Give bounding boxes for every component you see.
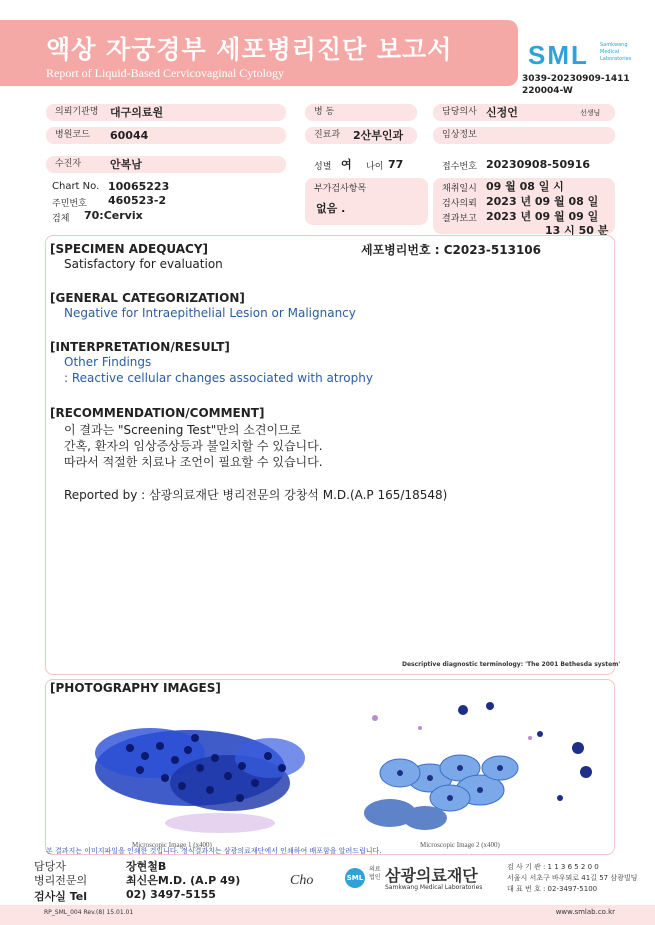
photo-heading: [PHOTOGRAPHY IMAGES] [50, 681, 221, 695]
institution-value: 대구의료원 [110, 106, 164, 119]
recipient-label: 수진자 [55, 159, 82, 169]
recommendation-text-2: 간혹, 환자의 임상증상등과 불일치할 수 있습니다. [64, 439, 323, 453]
adequacy-text: Satisfactory for evaluation [64, 257, 223, 271]
hospital-code-label: 병원코드 [55, 130, 90, 140]
exam-label: 검체 [52, 214, 70, 224]
hospital-code-value: 60044 [110, 129, 149, 142]
staff-value: 장현철B [126, 860, 167, 873]
recipient-row [46, 156, 286, 173]
report-title: 액상 자궁경부 세포병리진단 보고서 [46, 35, 453, 64]
exam-value: 70:Cervix [84, 209, 143, 222]
recommendation-text-3: 따라서 적절한 치료나 조언이 필요할 수 있습니다. [64, 455, 323, 469]
resident-label: 주민번호 [52, 199, 87, 209]
foundation-icon: SML [345, 868, 365, 888]
sml-logo [528, 40, 648, 70]
interpretation-text-1: Other Findings [64, 355, 152, 369]
contact-block [507, 862, 637, 895]
doctor-value: 신정언 [486, 106, 518, 119]
ward-label: 병 동 [305, 104, 417, 121]
chart-value: 10065223 [108, 180, 170, 193]
additional-value: 없음 . [316, 202, 346, 215]
clinical-info-label: 임상정보 [433, 127, 615, 144]
recommendation-heading: [RECOMMENDATION/COMMENT] [50, 406, 265, 420]
adequacy-heading: [SPECIMEN ADEQUACY] [50, 242, 209, 256]
department-label: 진료과 [314, 130, 341, 140]
report-id: 3039-20230909-1411 220004-W [522, 74, 630, 96]
report-banner [0, 20, 518, 86]
pathologist-value: 최신은M.D. (A.P 49) [126, 874, 241, 887]
interpretation-heading: [INTERPRETATION/RESULT] [50, 340, 230, 354]
doctor-suffix: 선생님 [580, 109, 601, 117]
foundation-english: Samkwang Medical Laboratories [385, 884, 483, 891]
hospital-code-row [46, 127, 286, 144]
reported-label: 결과보고 [442, 214, 477, 224]
lab-tel-value: 02) 3497-5155 [126, 888, 216, 901]
institution-label: 의뢰기관명 [55, 107, 99, 117]
bottom-bar [0, 905, 655, 925]
additional-label: 부가검사항목 [314, 184, 367, 194]
form-number: RP_SML_004 Rev.(8) 15.01.01 [44, 909, 134, 916]
recommendation-text-1: 이 결과는 "Screening Test"만의 소견이므로 [64, 423, 302, 437]
receipt-value: 20230908-50916 [486, 158, 591, 171]
contact-line-1: 검 사 기 관 : 1 1 3 6 5 2 0 0 [507, 863, 599, 871]
department-value: 2산부인과 [353, 129, 404, 142]
requested-value: 2023 년 09 월 08 일 [486, 195, 599, 208]
chart-label: Chart No. [52, 181, 100, 192]
reported-value: 2023 년 09 월 09 일 [486, 210, 599, 223]
requested-label: 검사의뢰 [442, 199, 477, 209]
microscopic-image-1 [70, 698, 323, 834]
foundation-prefix: 의료법인 [369, 866, 381, 881]
contact-line-3: 대 표 번 호 : 02-3497-5100 [507, 885, 598, 893]
foundation-logo [345, 862, 495, 896]
recipient-value: 안복남 [110, 158, 142, 171]
sml-logo-text: SML [528, 40, 589, 70]
website-link[interactable]: www.smlab.co.kr [555, 908, 615, 916]
caption-image-1: Microscopic Image 1 (x400) [132, 841, 212, 849]
reported-by: Reported by : 삼광의료재단 병리전문의 강창석 M.D.(A.P 165/18548) [64, 488, 448, 502]
institution-row [46, 104, 286, 121]
reported-time: 13 시 50 분 [545, 224, 609, 237]
caption-image-2: Microscopic Image 2 (x400) [420, 841, 500, 849]
interpretation-text-2: : Reactive cellular changes associated with atrophy [64, 371, 373, 385]
print-notice: 본 결과지는 이미지파일을 인쇄한 것입니다. 정식결과지는 삼광의료재단에서 인쇄하여 배포함을 알려드립니다. [46, 847, 382, 855]
age-label: 나이 [366, 162, 384, 172]
receipt-label: 접수번호 [442, 162, 477, 172]
lab-tel-label: 검사실 Tel [34, 890, 87, 903]
bethesda-footnote: Descriptive diagnostic terminology: 'The 2001 Bethesda system' [402, 661, 621, 668]
collected-value: 09 월 08 일 시 [486, 180, 564, 193]
report-subtitle: Report of Liquid-Based Cervicovaginal Cytology [46, 66, 284, 80]
sex-label: 성별 [314, 162, 332, 172]
sml-logo-sub: Samkwang Medical Laboratories [600, 42, 632, 62]
signature: Cho [290, 873, 314, 888]
general-heading: [GENERAL CATEGORIZATION] [50, 291, 245, 305]
sex-value: 여 [341, 158, 352, 171]
microscopic-image-2 [360, 698, 608, 834]
pathologist-label: 병리전문의 [34, 874, 88, 887]
cytology-number: 세포병리번호 : C2023-513106 [361, 243, 541, 257]
doctor-label: 담당의사 [442, 107, 477, 117]
contact-line-2: 서울시 서초구 바우뫼로 41길 57 삼광빌딩 [507, 874, 638, 882]
staff-label: 담당자 [34, 860, 66, 873]
general-text: Negative for Intraepithelial Lesion or Malignancy [64, 306, 356, 320]
foundation-name: 삼광의료재단 [385, 866, 478, 885]
age-value: 77 [388, 158, 404, 171]
collected-label: 채취일시 [442, 184, 477, 194]
resident-value: 460523-2 [108, 194, 167, 207]
